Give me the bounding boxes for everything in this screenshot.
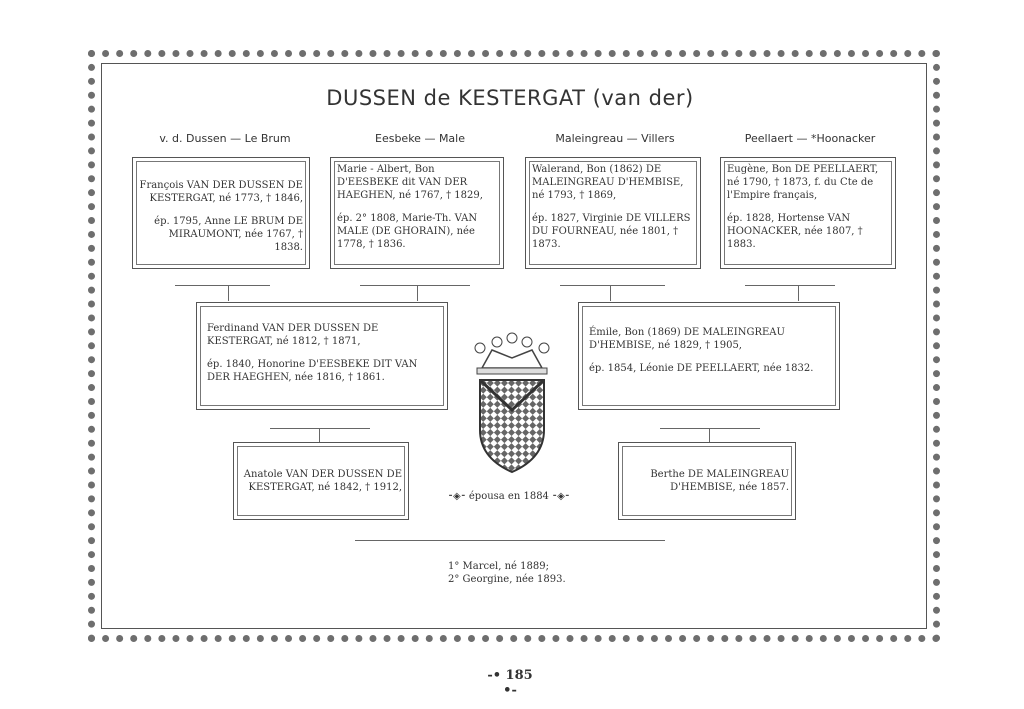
page-title: DUSSEN de KESTERGAT (van der) <box>326 86 694 110</box>
connector-line <box>798 285 799 301</box>
person-box-berthe-maleingreau <box>618 442 796 520</box>
ornament-icon: ⁃◈⁃ <box>548 491 570 502</box>
box-text: Marie - Albert, Bon D'EESBEKE dit VAN DER HAEGHEN, né 1767, † 1829, <box>337 164 483 201</box>
ornament-icon: ⁃◈⁃ <box>448 491 469 502</box>
marriage-text: épousa en 1884 <box>468 491 549 502</box>
box-text: François VAN DER DUSSEN DE KESTERGAT, né 1773, † 1846, <box>139 180 303 204</box>
column-heading-dussen: v. d. Dussen — Le Brum <box>159 132 291 145</box>
ornament-icon: •- <box>503 683 517 698</box>
box-text: ép. 1840, Honorine D'EESBEKE DIT VAN DER HAEGHEN, née 1816, † 1861. <box>207 359 418 383</box>
box-text: ép. 1795, Anne LE BRUM DE MIRAUMONT, née 1767, † 1838. <box>154 216 303 253</box>
child-entry: 2° Georgine, née 1893. <box>448 574 566 585</box>
column-heading-eesbeke: Eesbeke — Male <box>375 132 465 145</box>
person-box-anatole-van-der-dussen <box>233 442 409 520</box>
person-box-emile-maleingreau <box>578 302 840 410</box>
box-text: Anatole VAN DER DUSSEN DE KESTERGAT, né 1842, † 1912, <box>243 469 402 493</box>
children-list <box>448 560 566 586</box>
person-box-ferdinand-van-der-dussen <box>196 302 448 410</box>
person-box-francois-van-der-dussen <box>132 157 310 269</box>
person-box-walerand-maleingreau <box>525 157 701 269</box>
connector-line <box>360 285 470 286</box>
connector-line <box>228 285 229 301</box>
box-text: ép. 1828, Hortense VAN HOONACKER, née 1807, † 1883. <box>727 213 863 250</box>
marriage-caption <box>448 491 570 502</box>
box-text: Berthe DE MALEINGREAU D'HEMBISE, née 1857. <box>650 469 789 493</box>
connector-line <box>319 428 320 442</box>
connector-line <box>175 285 270 286</box>
box-text: Walerand, Bon (1862) DE MALEINGREAU D'HEMBISE, né 1793, † 1869, <box>532 164 684 201</box>
ornament-icon: -• <box>487 668 506 683</box>
column-heading-peellaert: Peellaert — *Hoonacker <box>744 132 876 145</box>
box-text: Émile, Bon (1869) DE MALEINGREAU D'HEMBISE, né 1829, † 1905, <box>589 327 785 351</box>
connector-line <box>745 285 835 286</box>
box-text: ép. 1827, Virginie DE VILLERS DU FOURNEAU, née 1801, † 1873. <box>532 213 691 250</box>
column-heading-maleingreau: Maleingreau — Villers <box>555 132 675 145</box>
box-text: Ferdinand VAN DER DUSSEN DE KESTERGAT, né 1812, † 1871, <box>207 323 379 347</box>
connector-line <box>355 540 665 541</box>
person-box-marie-albert-eesbeke <box>330 157 504 269</box>
box-text: Eugène, Bon DE PEELLAERT, né 1790, † 1873, f. du Cte de l'Empire français, <box>727 164 879 201</box>
connector-line <box>560 285 665 286</box>
box-text: ép. 2° 1808, Marie-Th. VAN MALE (DE GHORAIN), née 1778, † 1836. <box>337 213 478 250</box>
page-number <box>480 668 540 698</box>
connector-line <box>610 285 611 301</box>
connector-line <box>709 428 710 442</box>
coat-of-arms-image <box>462 330 562 480</box>
connector-line <box>660 428 760 429</box>
connector-line <box>417 285 418 301</box>
box-text: ép. 1854, Léonie DE PEELLAERT, née 1832. <box>589 363 814 374</box>
connector-line <box>270 428 370 429</box>
page-number-text: 185 <box>505 668 533 683</box>
person-box-eugene-peellaert <box>720 157 896 269</box>
child-entry: 1° Marcel, né 1889; <box>448 561 549 572</box>
